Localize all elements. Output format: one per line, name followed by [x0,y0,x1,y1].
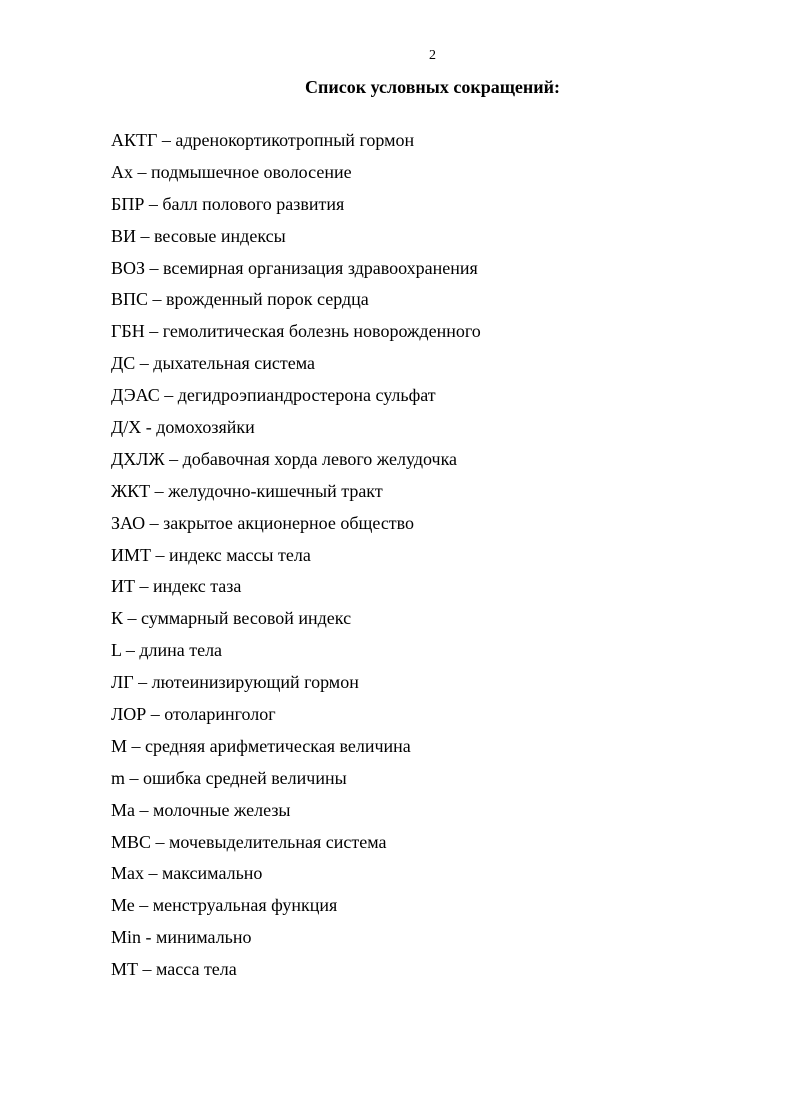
abbreviation-item: m – ошибка средней величины [111,767,347,788]
abbreviation-item: Ма – молочные железы [111,799,291,820]
abbreviation-item: ДХЛЖ – добавочная хорда левого желудочка [111,448,458,469]
abbreviation-item: МТ – масса тела [111,959,237,980]
abbreviation-item: ДЭАС – дегидроэпиандростерона сульфат [111,385,436,406]
abbreviation-item: ГБН – гемолитическая болезнь новорожденного [111,321,481,342]
abbreviation-item: Min - минимально [111,927,252,948]
page-title: Список условных сокращений: [305,77,560,97]
abbreviation-item: ЛОР – отоларинголог [111,704,276,725]
abbreviation-item: ЛГ – лютеинизирующий гормон [111,672,359,693]
abbreviation-item: ЗАО – закрытое акционерное общество [111,512,415,533]
abbreviation-list [111,126,751,987]
page-number: 2 [429,48,436,63]
abbreviation-item: Max – максимально [111,863,263,884]
abbreviation-item: МВС – мочевыделительная система [111,831,387,852]
abbreviation-item: ВИ – весовые индексы [111,225,286,246]
abbreviation-item: БПР – балл полового развития [111,193,345,214]
abbreviation-item: ДС – дыхательная система [111,353,315,374]
abbreviation-item: ВПС – врожденный порок сердца [111,289,369,310]
abbreviation-item: Ах – подмышечное оволосение [111,161,352,182]
abbreviation-item: ВОЗ – всемирная организация здравоохранения [111,257,478,278]
abbreviation-item: L – длина тела [111,640,223,661]
abbreviation-item: М – средняя арифметическая величина [111,735,411,756]
abbreviation-item: Д/Х - домохозяйки [111,417,255,438]
abbreviation-item: ИМТ – индекс массы тела [111,544,311,565]
abbreviation-item: Ме – менструальная функция [111,895,338,916]
abbreviation-item: АКТГ – адренокортикотропный гормон [111,130,415,150]
abbreviation-item: К – суммарный весовой индекс [111,608,352,629]
abbreviation-item: ЖКТ – желудочно-кишечный тракт [111,480,383,501]
abbreviation-item: ИТ – индекс таза [111,576,242,597]
